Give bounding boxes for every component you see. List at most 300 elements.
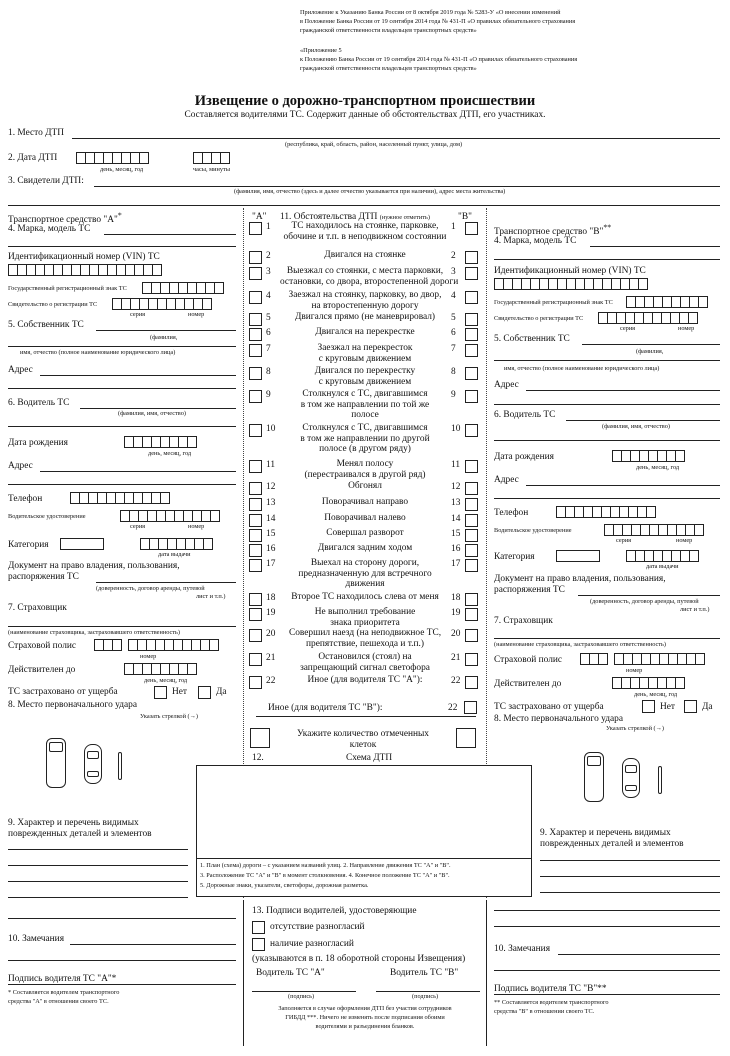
circumstance-3-b-num: 3 [451, 267, 456, 277]
vehicle-a-birth-label: Дата рождения [8, 438, 68, 448]
circumstance-21-text: Остановился (стоял) на [318, 652, 412, 662]
witness-input[interactable] [94, 186, 720, 187]
vehicle-a-footnote-1: * Составляется водителем транспортного [8, 989, 120, 996]
circumstance-15-b-checkbox[interactable] [465, 529, 478, 542]
circumstance-3-text: остановки, со двора, второстепенной дороги [280, 276, 459, 287]
vehicle-a-birth-cells[interactable] [124, 436, 196, 448]
circumstances-other-b-checkbox[interactable] [464, 701, 477, 714]
vehicle-b-insurer-label: 7. Страховщик [494, 616, 553, 626]
scheme-legend-3: 5. Дорожные знаки, указатели, светофоры, дорожная разметка. [200, 882, 369, 889]
circumstance-15-a-checkbox[interactable] [249, 529, 262, 542]
vehicle-a-damage-line-5[interactable] [8, 918, 236, 919]
vehicle-a-issue-cells[interactable] [140, 538, 212, 550]
circumstances-other-b-line[interactable] [256, 716, 476, 717]
circumstance-19-a-num: 19 [266, 608, 276, 618]
vehicle-b-license-number-hint: номер [676, 537, 693, 544]
vehicle-b-vin-label: Идентификационный номер (VIN) ТС [494, 266, 646, 276]
circumstance-13-b-checkbox[interactable] [465, 498, 478, 511]
circumstance-3-b-checkbox[interactable] [465, 267, 478, 280]
circumstance-8-text: с круговым движением [318, 376, 412, 387]
vehicle-a-address2-input[interactable] [40, 471, 236, 472]
circumstance-7-a-num: 7 [266, 344, 271, 354]
vehicle-b-footnote-1: ** Составляется водителем транспортного [494, 999, 609, 1006]
vehicle-a-doc-label-1: Документ на право владения, пользования, [8, 561, 180, 571]
vehicle-b-doc-hint-1: (доверенность, договор аренды, путевой [590, 598, 699, 605]
vehicle-b-damage-label-1: 9. Характер и перечень видимых [540, 828, 671, 838]
vehicle-b-policy-series-cells[interactable] [580, 653, 607, 665]
circumstance-17-text: Выехал на сторону дороги, [310, 558, 420, 568]
circumstance-7-text: с круговым движением [318, 353, 412, 364]
circumstance-10-b-checkbox[interactable] [465, 424, 478, 437]
circumstance-20-text: препятствие, пешехода и т.п.) [306, 638, 424, 649]
circumstance-12-a-checkbox[interactable] [249, 482, 262, 495]
vehicle-a-make-input-2[interactable] [8, 246, 236, 247]
vehicle-b-damage-ins-yes-checkbox[interactable] [684, 700, 697, 713]
motorcycle-icon[interactable] [118, 752, 122, 780]
vehicle-a-policy-label: Страховой полис [8, 641, 77, 651]
circumstance-9-a-num: 9 [266, 390, 271, 400]
circumstance-16-text: Двигался задним ходом [317, 543, 413, 553]
circumstance-22-a-num: 22 [266, 676, 276, 686]
circumstance-15-b-num: 15 [451, 529, 461, 539]
vehicle-a-number-hint: номер [188, 311, 205, 318]
top-divider [8, 205, 720, 206]
vehicle-b-damage-line-3[interactable] [540, 892, 720, 893]
disagreement-label: наличие разногласий [270, 939, 354, 949]
circumstance-12-a-num: 12 [266, 482, 276, 492]
vehicle-b-phone-label: Телефон [494, 508, 529, 518]
signatures-left-border [243, 900, 244, 1046]
signatures-title: 13. Подписи водителей, удостоверяющие [252, 906, 417, 916]
circumstance-5-text: Двигался прямо (не маневрировал) [294, 312, 436, 322]
vehicle-a-damage-ins-yes-checkbox[interactable] [198, 686, 211, 699]
circumstance-16-b-checkbox[interactable] [465, 544, 478, 557]
date-label: 2. Дата ДТП [8, 153, 58, 163]
vehicle-a-insurer-input[interactable] [8, 626, 236, 627]
circumstance-7-text: Заезжал на перекресток [317, 343, 413, 353]
vehicle-a-policy-number-hint: номер [140, 653, 157, 660]
vehicle-a-vin-cells[interactable] [8, 264, 161, 276]
circumstance-4-text: Заезжал на стоянку, парковку, во двор, [288, 290, 442, 300]
vehicle-a-license-number-hint: номер [188, 523, 205, 530]
circumstance-3-text: Выезжал со стоянки, с места парковки, [286, 266, 444, 276]
vehicle-b-birth-cells[interactable] [612, 450, 684, 462]
circumstance-22-text: Иное (для водителя ТС "А"): [307, 675, 423, 685]
vehicle-b-damage-line-2[interactable] [540, 876, 720, 877]
circumstance-18-text: Второе ТС находилось слева от меня [291, 592, 439, 602]
vehicle-a-address-input-2[interactable] [8, 388, 236, 389]
vehicle-b-damage-ins-no-checkbox[interactable] [642, 700, 655, 713]
circumstance-15-text: Совершал разворот [326, 528, 404, 538]
vehicle-a-driver-label: 6. Водитель ТС [8, 398, 70, 408]
time-cells[interactable] [193, 152, 229, 164]
signature-driver-b-input[interactable] [376, 991, 480, 992]
vehicle-a-insurer-label: 7. Страховщик [8, 603, 67, 613]
vehicle-b-vin-cells[interactable] [494, 278, 647, 290]
vehicle-a-signature-label: Подпись водителя ТС "А"* [8, 974, 117, 984]
vehicle-b-damage-ins-no-label: Нет [660, 702, 676, 712]
circumstance-2-b-checkbox[interactable] [465, 251, 478, 264]
vehicle-a-phone-cells[interactable] [70, 492, 169, 504]
circumstance-2-b-num: 2 [451, 251, 456, 261]
vehicle-b-damage-ins-yes-label: Да [702, 702, 713, 712]
count-label-1: Укажите количество отмеченных [297, 729, 429, 739]
circumstance-10-b-num: 10 [451, 424, 461, 434]
vehicle-a-valid-cells[interactable] [124, 663, 196, 675]
vehicle-a-owner-input[interactable] [96, 330, 236, 331]
circumstance-19-a-checkbox[interactable] [249, 608, 262, 621]
circumstance-5-b-num: 5 [451, 313, 456, 323]
circumstance-6-b-num: 6 [451, 328, 456, 338]
circumstance-19-b-num: 19 [451, 608, 461, 618]
circumstance-10-text: полосе (в другом ряду) [319, 444, 411, 454]
circumstance-9-b-checkbox[interactable] [465, 390, 478, 403]
circumstance-13-a-num: 13 [266, 498, 276, 508]
vehicle-a-owner-input-2[interactable] [8, 346, 236, 347]
circumstance-22-b-num: 22 [451, 676, 461, 686]
time-hint: часы, минуты [193, 166, 230, 173]
signature-driver-a-label: Водитель ТС "А" [256, 968, 325, 978]
circumstance-10-a-checkbox[interactable] [249, 424, 262, 437]
vehicle-a-damage-line-4[interactable] [8, 897, 188, 898]
circumstance-8-a-checkbox[interactable] [249, 367, 262, 380]
signatures-note-2: ГИБДД ***. Ничего не изменять после подписания обоими [285, 1014, 445, 1021]
circumstance-20-b-num: 20 [451, 629, 461, 639]
vehicle-a-damage-label-2: поврежденных деталей и элементов [8, 829, 152, 839]
circumstance-20-a-num: 20 [266, 629, 276, 639]
vehicle-b-address-label: Адрес [494, 380, 519, 390]
vehicle-a-license-label: Водительское удостоверение [8, 513, 86, 520]
no-disagreement-checkbox[interactable] [252, 921, 265, 934]
vehicle-b-owner-hint-1: (фамилия, [636, 348, 664, 355]
vehicle-a-vin-label: Идентификационный номер (VIN) ТС [8, 252, 160, 262]
vehicle-b-insurer-input[interactable] [494, 638, 720, 639]
vehicle-b-title: Транспортное средство "В"** [494, 223, 612, 238]
vehicle-b-impact-label: 8. Место первоначального удара [494, 714, 624, 724]
circumstance-4-b-checkbox[interactable] [465, 291, 478, 304]
circumstance-20-b-checkbox[interactable] [465, 629, 478, 642]
vehicle-a-damage-ins-yes-label: Да [216, 687, 227, 697]
vehicle-a-plate-cells[interactable] [142, 282, 223, 294]
vehicle-b-category-label: Категория [494, 552, 535, 562]
vehicle-b-policy-label: Страховой полис [494, 655, 563, 665]
place-input[interactable] [72, 138, 720, 139]
place-label: 1. Место ДТП [8, 128, 65, 138]
circumstance-10-text: в том же направлении по другой [300, 433, 430, 444]
vehicle-a-category-cells[interactable] [60, 538, 103, 550]
vehicle-a-policy-series-cells[interactable] [94, 639, 121, 651]
circumstance-22-b-checkbox[interactable] [465, 676, 478, 689]
circumstance-20-text: Совершил наезд (на неподвижное ТС, [288, 628, 442, 638]
circumstance-7-b-num: 7 [451, 344, 456, 354]
vehicle-b-doc-hint-2: лист и т.п.) [680, 606, 710, 613]
circumstance-12-b-checkbox[interactable] [465, 482, 478, 495]
header-annex5-line-3: гражданской ответственности владельцев транспортных средств» [300, 65, 477, 72]
vehicle-b-phone-cells[interactable] [556, 506, 655, 518]
date-cells[interactable] [76, 152, 148, 164]
signatures-hint: (указываются в п. 18 оборотной стороны Извещения) [252, 954, 466, 964]
circumstance-14-text: Поворачивал налево [324, 513, 406, 523]
place-hint: (республика, край, область, район, населенный пункт, улица, дом) [285, 141, 463, 148]
circumstance-5-b-checkbox[interactable] [465, 313, 478, 326]
circumstance-9-a-checkbox[interactable] [249, 390, 262, 403]
circumstance-5-a-checkbox[interactable] [249, 313, 262, 326]
vehicle-b-license-cells[interactable] [604, 524, 703, 536]
circumstance-18-a-checkbox[interactable] [249, 593, 262, 606]
vehicle-b-remarks-input[interactable] [558, 954, 720, 955]
circumstance-11-a-num: 11 [266, 460, 276, 470]
circumstance-13-text: Поворачивал направо [321, 497, 409, 507]
vehicle-b-series-hint: серия [620, 325, 636, 332]
signatures-note-1: Заполняется в случае оформления ДТП без участия сотрудников [278, 1005, 452, 1012]
motorcycle-icon[interactable] [658, 766, 662, 794]
vehicle-b-birth-label: Дата рождения [494, 452, 554, 462]
vehicle-a-address-input[interactable] [40, 375, 236, 376]
circumstance-14-a-checkbox[interactable] [249, 514, 262, 527]
vehicle-a-damage-line-2[interactable] [8, 865, 188, 866]
circumstance-9-text: полосе [351, 410, 379, 420]
vehicle-a-license-series-hint: серия [130, 523, 146, 530]
vehicle-a-license-cells[interactable] [120, 510, 219, 522]
car-icon[interactable] [84, 744, 102, 784]
circumstance-5-a-num: 5 [266, 313, 271, 323]
witness-label: 3. Свидетели ДТП: [8, 176, 84, 186]
vehicle-a-damage-ins-no-checkbox[interactable] [154, 686, 167, 699]
signature-b-hint: (подпись) [412, 993, 439, 1000]
vehicle-b-signature-label: Подпись водителя ТС "В"** [494, 984, 607, 994]
signature-a-hint: (подпись) [288, 993, 315, 1000]
circumstance-18-a-num: 18 [266, 593, 276, 603]
circumstance-22-a-checkbox[interactable] [249, 676, 262, 689]
vehicle-a-arrow-hint: Указать стрелкой (→) [140, 713, 199, 720]
vehicle-a-series-hint: серия [130, 311, 146, 318]
car-icon[interactable] [622, 758, 640, 798]
vehicle-a-remarks-input-2[interactable] [8, 960, 236, 961]
vehicle-a-address2-input-2[interactable] [8, 484, 236, 485]
vehicle-a-title: Транспортное средство "А"* [8, 211, 122, 226]
circumstance-19-b-checkbox[interactable] [465, 608, 478, 621]
circumstance-1-text: обочине и т.п. в неподвижном состоянии [283, 231, 447, 242]
circumstance-12-b-num: 12 [451, 482, 461, 492]
circumstance-1-a-checkbox[interactable] [249, 222, 262, 235]
vehicle-b-remarks-input-2[interactable] [494, 970, 720, 971]
circumstance-19-text: Не выполнил требование [314, 607, 416, 617]
vehicle-b-footnote-2: средства "В" в отношении своего ТС. [494, 1008, 595, 1015]
circumstance-10-a-num: 10 [266, 424, 276, 434]
vehicle-a-regcert-cells[interactable] [112, 298, 211, 310]
circumstance-4-b-num: 4 [451, 291, 456, 301]
circumstance-6-a-num: 6 [266, 328, 271, 338]
circumstance-7-b-checkbox[interactable] [465, 344, 478, 357]
circumstance-3-a-num: 3 [266, 267, 271, 277]
vehicle-b-star: ** [603, 223, 612, 232]
vehicle-b-plate-label: Государственный регистрационный знак ТС [494, 299, 613, 306]
circumstance-17-b-checkbox[interactable] [465, 559, 478, 572]
circumstance-18-b-checkbox[interactable] [465, 593, 478, 606]
circumstance-11-a-checkbox[interactable] [249, 460, 262, 473]
circumstance-2-a-checkbox[interactable] [249, 251, 262, 264]
vehicle-b-signature-input[interactable] [494, 994, 720, 995]
circumstance-11-text: (перестраивался в другой ряд) [304, 469, 426, 480]
vehicle-b-damage-line-4[interactable] [494, 910, 720, 911]
circumstance-12-text: Обгонял [348, 481, 382, 491]
vehicle-b-damage-ins-label: ТС застраховано от ущерба [494, 702, 604, 712]
page-title: Извещение о дорожно-транспортном происшествии [194, 93, 536, 109]
vehicle-b-damage-line-1[interactable] [540, 860, 720, 861]
truck-icon[interactable] [46, 738, 66, 788]
circumstance-2-text: Двигался на стоянке [324, 250, 406, 260]
circumstance-17-b-num: 17 [451, 559, 461, 569]
vehicle-a-birth-hint: день, месяц, год [148, 450, 192, 457]
circumstance-21-a-num: 21 [266, 653, 276, 663]
vehicle-b-doc-label-1: Документ на право владения, пользования, [494, 574, 666, 584]
vehicle-a-star: * [117, 211, 122, 220]
vehicle-a-owner-hint-2: имя, отчество (полное наименование юридического лица) [20, 349, 176, 356]
vehicle-b-address2-input[interactable] [526, 485, 720, 486]
vehicle-a-issue-hint: дата выдачи [158, 551, 191, 558]
circumstance-16-a-checkbox[interactable] [249, 544, 262, 557]
vehicle-b-owner-label: 5. Собственник ТС [494, 334, 570, 344]
vehicle-b-damage-line-5[interactable] [494, 926, 720, 927]
vehicle-b-remarks-label: 10. Замечания [494, 944, 551, 954]
vehicle-b-owner-input-2[interactable] [494, 360, 720, 361]
circumstance-20-a-checkbox[interactable] [249, 629, 262, 642]
vehicle-b-regcert-label: Свидетельство о регистрации ТС [494, 315, 584, 322]
vehicle-b-make-input[interactable] [590, 246, 720, 247]
count-b-box[interactable] [456, 728, 476, 748]
circumstance-10-text: Столкнулся с ТС, двигавшимся [302, 423, 428, 433]
vehicle-b-insurer-hint: (наименование страховщика, застраховавшего ответственность) [494, 641, 667, 648]
circumstance-21-b-checkbox[interactable] [465, 653, 478, 666]
vehicle-b-valid-label: Действителен до [494, 679, 562, 689]
signatures-note-3: водителями и разъединения бланков. [315, 1023, 415, 1030]
circumstance-17-text: движения [345, 579, 385, 589]
vehicle-b-regcert-cells[interactable] [598, 312, 697, 324]
vehicle-b-address-input-2[interactable] [494, 404, 720, 405]
circumstance-8-b-checkbox[interactable] [465, 367, 478, 380]
vehicle-b-birth-hint: день, месяц, год [636, 464, 680, 471]
vehicle-a-remarks-input[interactable] [70, 944, 236, 945]
circumstance-13-b-num: 13 [451, 498, 461, 508]
vehicle-a-phone-label: Телефон [8, 494, 43, 504]
vehicle-a-driver-input[interactable] [80, 408, 236, 409]
circumstance-15-a-num: 15 [266, 529, 276, 539]
vehicle-a-address-label: Адрес [8, 365, 33, 375]
scheme-title: Схема ДТП [346, 753, 393, 763]
vehicle-b-issue-cells[interactable] [626, 550, 698, 562]
header-annex5-line-2: к Положению Банка России от 19 сентября 2014 года № 431-П «О правилах обязательного страхования [300, 56, 578, 63]
vehicle-a-policy-number-cells[interactable] [128, 639, 218, 651]
circumstance-3-a-checkbox[interactable] [249, 267, 262, 280]
vehicle-b-driver-input-2[interactable] [494, 440, 720, 441]
vehicle-a-damage-line-1[interactable] [8, 849, 188, 850]
vehicle-a-category-label: Категория [8, 540, 49, 550]
circumstance-11-b-checkbox[interactable] [465, 460, 478, 473]
vehicle-a-owner-label: 5. Собственник ТС [8, 320, 84, 330]
count-a-box[interactable] [250, 728, 270, 748]
circumstance-6-text: Двигался на перекрестке [315, 327, 415, 337]
header-annex5-line-1: «Приложение 5 [300, 47, 342, 54]
disagreement-checkbox[interactable] [252, 938, 265, 951]
vehicle-a-damage-line-3[interactable] [8, 881, 188, 882]
vehicle-a-driver-input-2[interactable] [8, 426, 236, 427]
no-disagreement-label: отсутствие разногласий [270, 922, 365, 932]
circumstance-17-a-checkbox[interactable] [249, 559, 262, 572]
circumstance-1-b-checkbox[interactable] [465, 222, 478, 235]
signature-driver-b-label: Водитель ТС "В" [390, 968, 459, 978]
vehicle-a-doc-input[interactable] [96, 582, 236, 583]
circumstance-14-b-checkbox[interactable] [465, 514, 478, 527]
truck-icon[interactable] [584, 752, 604, 802]
circumstance-2-a-num: 2 [266, 251, 271, 261]
vehicle-b-policy-number-cells[interactable] [614, 653, 704, 665]
vehicle-a-impact-label: 8. Место первоначального удара [8, 700, 138, 710]
vehicle-b-address2-label: Адрес [494, 475, 519, 485]
circumstance-16-b-num: 16 [451, 544, 461, 554]
vehicle-a-signature-input[interactable] [8, 984, 236, 985]
scheme-legend-1: 1. План (схема) дороги – с указанием названий улиц. 2. Направление движения ТС "А" и "В". [200, 862, 451, 869]
circumstance-21-a-checkbox[interactable] [249, 653, 262, 666]
vehicle-b-driver-input[interactable] [566, 420, 720, 421]
vehicle-b-number-hint: номер [678, 325, 695, 332]
circumstances-title-hint: (нужное отметить) [379, 214, 431, 221]
vehicle-b-make-input-2[interactable] [494, 259, 720, 260]
signature-driver-a-input[interactable] [252, 991, 356, 992]
circumstance-21-text: запрещающий сигнал светофора [300, 662, 430, 673]
vehicle-b-valid-cells[interactable] [612, 677, 684, 689]
circumstance-4-a-num: 4 [266, 291, 271, 301]
scheme-legend [196, 858, 532, 897]
circumstance-7-a-checkbox[interactable] [249, 344, 262, 357]
vehicle-a-doc-hint-2: лист и т.п.) [196, 593, 226, 600]
vehicle-b-issue-hint: дата выдачи [646, 563, 679, 570]
vehicle-b-owner-input[interactable] [582, 344, 720, 345]
vehicle-a-remarks-label: 10. Замечания [8, 934, 65, 944]
witness-hint: (фамилия, имя, отчество (здесь и далее отчество указывается при наличии), адрес места жительства) [234, 188, 506, 195]
vehicle-b-category-cells[interactable] [556, 550, 599, 562]
signatures-right-border [486, 900, 487, 1046]
vehicle-b-make-label: 4. Марка, модель ТС [494, 236, 577, 246]
vehicle-b-plate-cells[interactable] [626, 296, 707, 308]
circumstance-1-text: ТС находилось на стоянке, парковке, [291, 221, 439, 231]
circumstance-21-b-num: 21 [451, 653, 461, 663]
vehicle-a-driver-hint: (фамилия, имя, отчество) [118, 410, 186, 417]
circumstances-other-b-num: 22 [448, 703, 458, 713]
page-subtitle: Составляется водителями ТС. Содержит данные об обстоятельствах ДТП, его участниках. [184, 110, 546, 120]
vehicle-a-doc-label-2: распоряжения ТС [8, 572, 79, 582]
circumstance-14-b-num: 14 [451, 514, 461, 524]
vehicle-a-make-input[interactable] [104, 234, 236, 235]
vehicle-a-damage-ins-label: ТС застраховано от ущерба [8, 687, 118, 697]
vehicle-a-doc-hint-1: (доверенность, договор аренды, путевой [96, 585, 205, 592]
vehicle-b-address-input[interactable] [526, 390, 720, 391]
vehicle-b-valid-hint: день, месяц, год [634, 691, 678, 698]
circumstances-other-b-label: Иное (для водителя ТС "В"): [268, 703, 383, 713]
scheme-num: 12. [252, 753, 264, 763]
circumstances-col-b: "В" [458, 212, 472, 222]
vehicle-b-doc-input[interactable] [578, 595, 720, 596]
vehicle-b-owner-hint-2: имя, отчество (полное наименование юридического лица) [504, 365, 660, 372]
circumstance-6-b-checkbox[interactable] [465, 328, 478, 341]
circumstance-17-text: предназначенную для встречного [298, 568, 432, 579]
circumstance-13-a-checkbox[interactable] [249, 498, 262, 511]
header-annex-line-1: Приложение к Указанию Банка России от 8 октября 2019 года № 5283-У «О внесении изменений [300, 9, 561, 16]
count-label-2: клеток [349, 740, 377, 750]
circumstance-4-a-checkbox[interactable] [249, 291, 262, 304]
circumstance-16-a-num: 16 [266, 544, 276, 554]
vehicle-b-address2-input-2[interactable] [494, 498, 720, 499]
circumstance-6-a-checkbox[interactable] [249, 328, 262, 341]
